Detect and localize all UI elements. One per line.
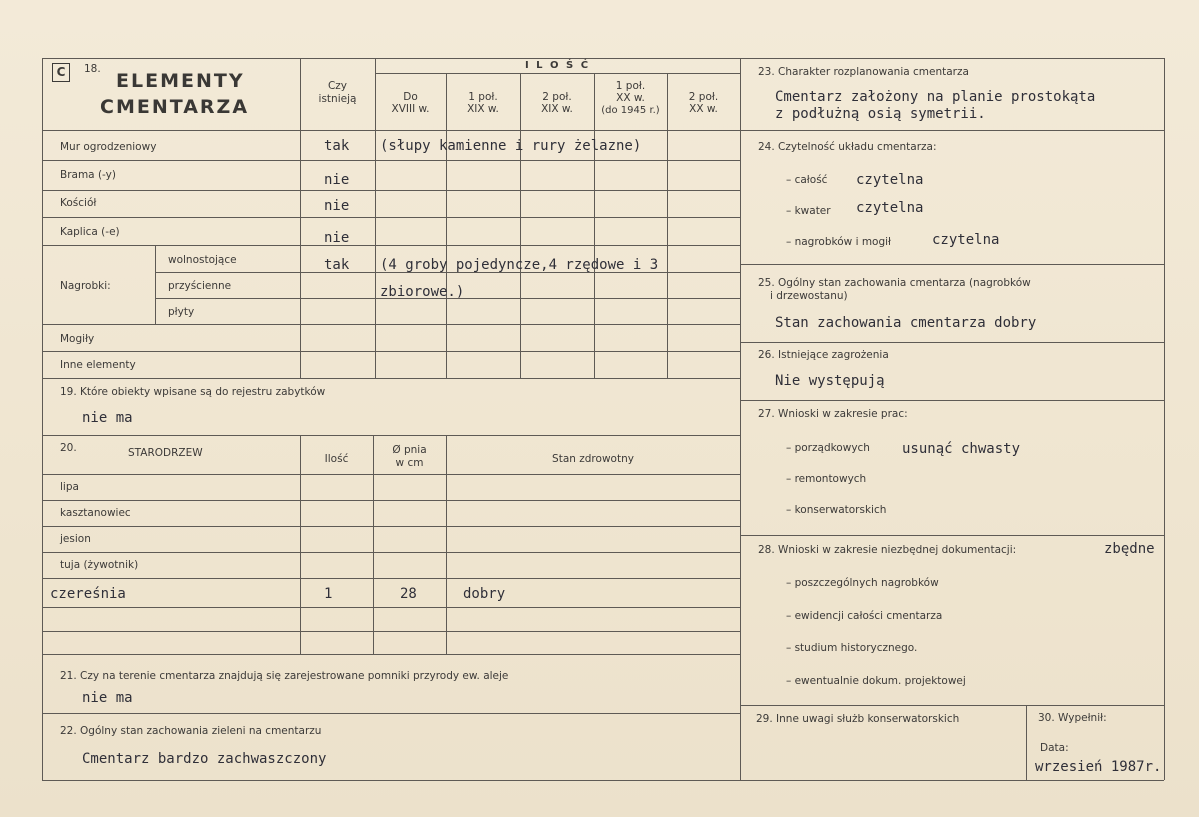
s28-label: 28. Wnioski w zakresie niezbędnej dokumentacji: (758, 544, 1017, 556)
s20-bottom (42, 654, 740, 655)
s19-bottom (42, 435, 740, 436)
s27-item-remontowych: – remontowych (786, 473, 867, 485)
period-3-line2: XIX w. (541, 103, 573, 115)
period-4-line2: XX w. (616, 92, 645, 104)
s20-col-line (300, 435, 301, 654)
s20-col-ilosc: Ilość (324, 453, 349, 465)
s26-label: 26. Istniejące zagrożenia (758, 349, 889, 361)
row-label-mogily: Mogiły (60, 333, 95, 345)
tree-kasztanowiec: kasztanowiec (60, 507, 131, 519)
s21-label: 21. Czy na terenie cmentarza znajdują się zarejestrowane pomniki przyrody ew. aleje (60, 670, 509, 682)
border-left (42, 58, 43, 780)
s28-item-projektowej: – ewentualnie dokum. projektowej (786, 675, 966, 687)
row-label-mur: Mur ogrodzeniowy (60, 141, 157, 153)
row-label-inne: Inne elementy (60, 359, 136, 371)
s20-row-line (42, 526, 740, 527)
row-label-plyty: płyty (168, 306, 195, 318)
tree-row-ilosc: 1 (324, 586, 333, 602)
answer-nagrobki-note2: zbiorowe.) (380, 284, 465, 300)
s20-row-line (42, 500, 740, 501)
s23-label: 23. Charakter rozplanowania cmentarza (758, 66, 969, 78)
s27-item-konserwatorskich: – konserwatorskich (786, 504, 887, 516)
s29-s30-divider (1026, 705, 1027, 780)
row-label-nagrobki: Nagrobki: (60, 280, 111, 292)
row-label-przyscienne: przyścienne (168, 280, 232, 292)
s20-col-stan: Stan zdrowotny (552, 453, 634, 465)
tree-lipa: lipa (60, 481, 79, 493)
row-label-kosciol: Kościół (60, 197, 97, 209)
ilosc-underline (375, 73, 740, 74)
s20-row-line (42, 552, 740, 553)
col-istnieja-label: istnieją (318, 93, 357, 105)
s20-row-line (42, 631, 740, 632)
s18-title-line1: ELEMENTY (116, 70, 245, 92)
period-3-line1: 2 poł. (542, 91, 572, 103)
border-bottom (42, 780, 1164, 781)
s24-item-calosc: – całość (786, 174, 828, 186)
period-1-line1: Do (403, 91, 418, 103)
answer-wolnostojace: tak (324, 257, 350, 273)
tree-row-pnia: 28 (400, 586, 417, 602)
tree-row-stan: dobry (463, 586, 506, 602)
s20-title: STARODRZEW (128, 447, 203, 459)
answer-kaplica: nie (324, 230, 350, 246)
row-label-kaplica: Kaplica (-e) (60, 226, 120, 238)
s20-row-line (42, 578, 740, 579)
period-5-line2: XX w. (689, 103, 718, 115)
s30-label: 30. Wypełnił: (1038, 712, 1107, 724)
s19-value: nie ma (82, 410, 133, 426)
s23-bottom (740, 130, 1164, 131)
period-2-line2: XIX w. (467, 103, 499, 115)
period-2-line1: 1 poł. (468, 91, 498, 103)
row-line (42, 217, 740, 218)
s27-value-porzadkowych: usunąć chwasty (902, 441, 1021, 457)
row-line (42, 351, 740, 352)
s20-col-line (446, 435, 447, 654)
s19-label: 19. Które obiekty wpisane są do rejestru zabytków (60, 386, 326, 398)
s25-label-line1: 25. Ogólny stan zachowania cmentarza (nagrobków (758, 277, 1031, 289)
s27-label: 27. Wnioski w zakresie prac: (758, 408, 908, 420)
s25-label-line2: i drzewostanu) (770, 290, 848, 302)
s21-bottom (42, 713, 740, 714)
period-5-line1: 2 poł. (688, 91, 719, 103)
s28-value: zbędne (1104, 541, 1155, 557)
row-line (42, 324, 740, 325)
answer-kosciol: nie (324, 198, 350, 214)
answer-nagrobki-note1: (4 groby pojedyncze,4 rzędowe i 3 (380, 257, 659, 273)
s26-value: Nie występują (775, 373, 885, 389)
s23-value-line2: z podłużną osią symetrii. (775, 106, 986, 122)
s23-value-line1: Cmentarz założony na planie prostokąta (775, 89, 1096, 105)
s30-data-label: Data: (1040, 742, 1069, 754)
period-4-line1: 1 poł. (615, 80, 646, 92)
row-label-brama: Brama (-y) (60, 169, 116, 181)
s28-bottom (740, 705, 1164, 706)
s25-value: Stan zachowania cmentarza dobry (775, 315, 1037, 331)
s20-col-pnia1: Ø pnia (392, 444, 427, 456)
s24-item-kwater: – kwater (786, 205, 831, 217)
nagrobki-sub-line (155, 245, 156, 324)
row-line (42, 160, 740, 161)
form-frame (42, 58, 1164, 780)
s26-bottom (740, 400, 1164, 401)
s18-header-bottom (42, 130, 740, 131)
s24-value-kwater: czytelna (856, 200, 924, 216)
row-line (42, 378, 740, 379)
s24-value-calosc: czytelna (856, 172, 924, 188)
col-line-p5 (667, 73, 668, 378)
s27-bottom (740, 535, 1164, 536)
row-line (42, 245, 740, 246)
s18-number: 18. (84, 63, 101, 75)
s20-col-pnia2: w cm (395, 457, 424, 469)
period-1-line2: XVIII w. (391, 103, 430, 115)
s20-row-line (42, 474, 740, 475)
s20-row-line (42, 607, 740, 608)
section-letter-box: C (52, 63, 70, 82)
s28-item-studium: – studium historycznego. (786, 642, 918, 654)
s22-label: 22. Ogólny stan zachowania zieleni na cmentarzu (60, 725, 322, 737)
s25-bottom (740, 342, 1164, 343)
s24-item-nagrobkow: – nagrobków i mogił (786, 236, 892, 248)
col-line-p4 (594, 73, 595, 378)
s24-label: 24. Czytelność układu cmentarza: (758, 141, 937, 153)
s21-value: nie ma (82, 690, 133, 706)
s29-label: 29. Inne uwagi służb konserwatorskich (756, 713, 960, 725)
s24-bottom (740, 264, 1164, 265)
answer-mur-note: (słupy kamienne i rury żelazne) (380, 138, 642, 154)
row-label-wolnostojace: wolnostojące (168, 254, 237, 266)
tree-row-name: czereśnia (50, 586, 126, 602)
col-line-p3 (520, 73, 521, 378)
s18-title-line2: CMENTARZA (100, 96, 250, 118)
tree-jesion: jesion (60, 533, 91, 545)
tree-tuja: tuja (żywotnik) (60, 559, 139, 571)
answer-mur: tak (324, 138, 350, 154)
s24-value-nagrobkow: czytelna (932, 232, 1000, 248)
ilosc-header: I L O Ś Ć (524, 60, 591, 71)
col-czy-label: Czy (327, 80, 348, 92)
col-line-czy (300, 58, 301, 378)
col-line-p2 (446, 73, 447, 378)
s20-number: 20. (60, 442, 77, 454)
s28-item-ewidencji: – ewidencji całości cmentarza (786, 610, 943, 622)
s28-item-nagrobkow: – poszczególnych nagrobków (786, 577, 939, 589)
s27-item-porzadkowych: – porządkowych (786, 442, 870, 454)
s30-date: wrzesień 1987r. (1035, 759, 1162, 775)
border-right (1164, 58, 1165, 780)
period-4-line3: (do 1945 r.) (601, 105, 660, 116)
s22-value: Cmentarz bardzo zachwaszczony (82, 751, 327, 767)
middle-divider (740, 58, 741, 780)
row-line (42, 190, 740, 191)
answer-brama: nie (324, 172, 350, 188)
